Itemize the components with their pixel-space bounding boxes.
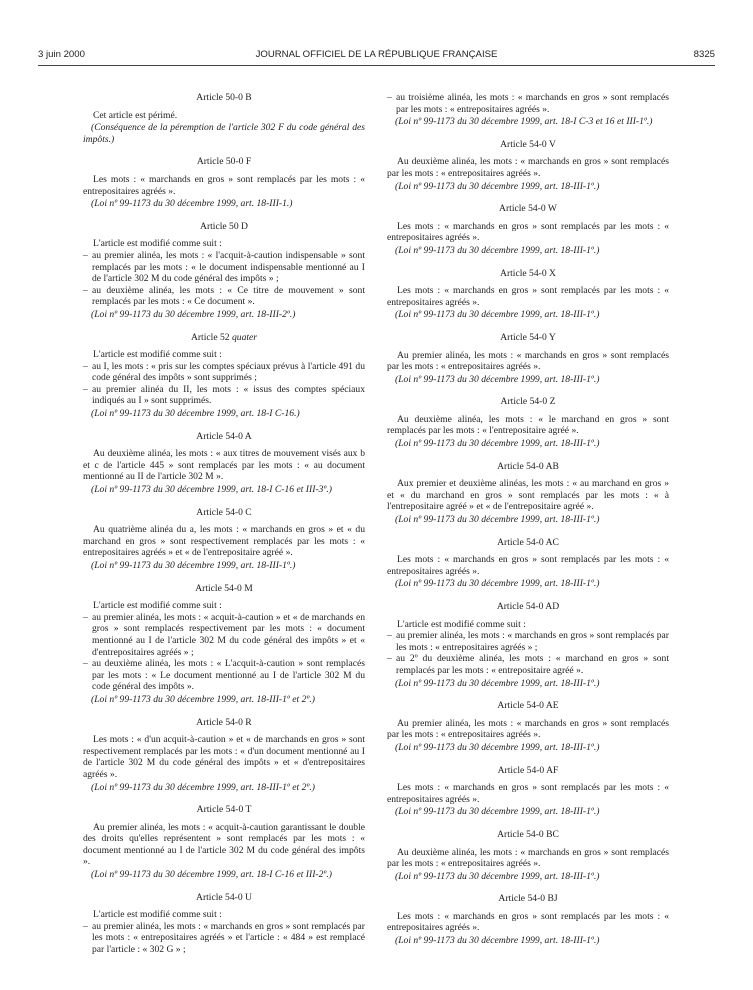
article-title: Article 50-0 B bbox=[196, 92, 252, 103]
amendment-item: – au premier alinéa du II, les mots : « issus des comptes spéciaux indiqués au I » sont supprimés. bbox=[83, 384, 365, 407]
article-heading bbox=[387, 601, 669, 613]
article-paragraph: Les mots : « marchands en gros » sont remplacés par les mots : « entrepositaires agréés ». bbox=[387, 554, 669, 577]
article-title: Article 54-0 AF bbox=[497, 764, 559, 776]
right-column bbox=[387, 92, 669, 958]
page-header bbox=[38, 49, 715, 63]
article-heading bbox=[83, 507, 365, 519]
article-block bbox=[387, 396, 669, 449]
article-title: Article 50-0 F bbox=[196, 156, 252, 168]
article-heading bbox=[83, 332, 365, 344]
article-paragraph: Les mots : « marchands en gros » sont remplacés par les mots : « entrepositaires agréés ». bbox=[387, 220, 669, 244]
article-paragraph: Au quatrième alinéa du a, les mots : « marchands en gros » et « du marchand en gros » sont respectivement remplacés par les mots : « entrepositaires agréés » et « de l'entrepositaire agréé ». bbox=[83, 524, 365, 559]
article-heading bbox=[387, 268, 669, 280]
article-block bbox=[387, 537, 669, 590]
legal-reference: (Loi nº 99-1173 du 30 décembre 1999, art. 18-III-1º.) bbox=[395, 514, 600, 526]
article-heading bbox=[387, 537, 669, 549]
article-heading bbox=[83, 717, 365, 729]
legal-reference: (Loi nº 99-1173 du 30 décembre 1999, art. 18-III-1º.) bbox=[395, 741, 600, 753]
amendment-item: – au deuxième alinéa, les mots : « L'acquit-à-caution » sont remplacés par les mots : « Le document mentionné au I de l'article 302 M du code général des impôts ». bbox=[83, 658, 365, 693]
article-heading bbox=[83, 892, 365, 904]
amendment-item: – au premier alinéa, les mots : « l'acquit-à-caution indispensable » sont remplacés par les mots : « le document indispensable mentionné au I de l'article 302 M du code général des impôts » ; bbox=[83, 250, 365, 285]
amendment-item: – au premier alinéa, les mots : « marchands en gros » sont remplacés par les mots : « entrepositaires agréés » et l'article : « 484 » est remplacé par l'article : « 302 G » ; bbox=[83, 921, 365, 956]
article-paragraph: Aux premier et deuxième alinéas, les mots : « au marchand en gros » et « du marchand en gros » sont remplacés par les mots : « à l'entrepositaire agréé » et « de l'entrepositaire agréé ». bbox=[387, 478, 669, 513]
article-paragraph: Au premier alinéa, les mots : « acquit-à-caution garantissant le double des droits qu'elles représentent » sont remplacés par les mots : « document mentionné au I de l'article 302 M du code général des impôts ». bbox=[83, 821, 365, 868]
article-heading bbox=[387, 139, 669, 151]
article-block bbox=[387, 92, 669, 128]
legal-reference: (Loi nº 99-1173 du 30 décembre 1999, art. 18-I C-16.) bbox=[91, 408, 300, 420]
amendment-list bbox=[83, 921, 365, 956]
article-heading bbox=[83, 221, 365, 233]
legal-reference: (Conséquence de la péremption de l'article 302 F du code général des impôts.) bbox=[83, 122, 365, 145]
header-rule bbox=[38, 65, 715, 66]
article-paragraph: Au deuxième alinéa, les mots : « le marchand en gros » sont remplacés par les mots : « l'entrepositaire agréé ». bbox=[387, 413, 669, 437]
article-heading bbox=[387, 203, 669, 215]
article-paragraph: Les mots : « marchands en gros » sont remplacés par les mots : « entrepositaires agréés ». bbox=[83, 173, 365, 197]
article-paragraph: Cet article est périmé. bbox=[93, 109, 178, 121]
legal-reference: (Loi nº 99-1173 du 30 décembre 1999, art. 18-III-1º.) bbox=[395, 578, 600, 590]
left-column bbox=[83, 92, 365, 967]
article-block bbox=[83, 221, 365, 321]
article-paragraph: Les mots : « marchands en gros » sont remplacés par les mots : « entrepositaires agréés ». bbox=[387, 285, 669, 308]
article-block bbox=[83, 156, 365, 209]
article-title: Article 54-0 T bbox=[196, 804, 252, 816]
legal-reference: (Loi nº 99-1173 du 30 décembre 1999, art. 18-I C-3 et 16 et III-1º.) bbox=[395, 116, 653, 128]
article-title: Article 50 D bbox=[200, 220, 248, 232]
article-title: Article 54-0 Y bbox=[500, 331, 556, 343]
amendment-item: – au deuxième alinéa, les mots : « Ce titre de mouvement » sont remplacés par les mots : « Ce document ». bbox=[83, 285, 365, 308]
amendment-list bbox=[83, 250, 365, 308]
legal-reference: (Loi nº 99-1173 du 30 décembre 1999, art. 18-III-1º.) bbox=[395, 677, 600, 689]
article-block bbox=[83, 332, 365, 420]
legal-reference: (Loi nº 99-1173 du 30 décembre 1999, art. 18-III-1º.) bbox=[395, 309, 600, 321]
article-title: Article 54-0 C bbox=[196, 506, 252, 518]
article-title: Article 54-0 R bbox=[196, 716, 252, 728]
legal-reference: (Loi nº 99-1173 du 30 décembre 1999, art. 18-III-1º et 2º.) bbox=[91, 693, 315, 705]
amendment-item: – au premier alinéa, les mots : « marchands en gros » sont remplacés par les mots : « entrepositaires agréés » ; bbox=[387, 630, 669, 653]
legal-reference: (Loi nº 99-1173 du 30 décembre 1999, art. 18-III-1º.) bbox=[395, 935, 600, 947]
article-block bbox=[83, 507, 365, 572]
article-heading bbox=[387, 396, 669, 408]
article-title: Article 54-0 X bbox=[500, 267, 556, 279]
article-paragraph: L'article est modifié comme suit : bbox=[397, 618, 526, 630]
article-paragraph: L'article est modifié comme suit : bbox=[93, 238, 222, 250]
amendment-item: – au troisième alinéa, les mots : « marchands en gros » sont remplacés par les mots : « entrepositaires agréés ». bbox=[387, 92, 669, 115]
article-heading bbox=[387, 700, 669, 712]
legal-reference: (Loi nº 99-1173 du 30 décembre 1999, art. 18-I C-16 et III-3º.) bbox=[91, 484, 332, 496]
article-paragraph: Les mots : « marchands en gros » sont remplacés par les mots : « entrepositaires agréés ». bbox=[387, 782, 669, 805]
article-block bbox=[387, 601, 669, 689]
article-heading bbox=[83, 431, 365, 443]
article-block bbox=[387, 268, 669, 321]
article-paragraph: Au deuxième alinéa, les mots : « marchands en gros » sont remplacés par les mots : « entrepositaires agréés ». bbox=[387, 846, 669, 870]
article-paragraph: Au premier alinéa, les mots : « marchands en gros » sont remplacés par les mots : « entrepositaires agréés ». bbox=[387, 349, 669, 373]
amendment-list bbox=[83, 612, 365, 693]
legal-reference: (Loi nº 99-1173 du 30 décembre 1999, art. 18-III-1º.) bbox=[395, 373, 600, 385]
header-date: 3 juin 2000 bbox=[38, 49, 85, 60]
article-block bbox=[387, 765, 669, 818]
article-title: Article 54-0 BC bbox=[497, 828, 559, 840]
amendment-item: – au premier alinéa, les mots : « acquit-à-caution » et « de marchands en gros » sont remplacés respectivement par les mots : « document mentionné au I de l'article 302 M du code général des impôts » et « d'entrepositaires agréés » ; bbox=[83, 612, 365, 658]
article-heading bbox=[387, 829, 669, 841]
article-heading bbox=[387, 765, 669, 777]
article-heading bbox=[83, 804, 365, 816]
amendment-list bbox=[387, 92, 669, 115]
article-heading bbox=[83, 92, 365, 104]
article-block bbox=[387, 139, 669, 192]
article-heading bbox=[83, 583, 365, 595]
article-title: Article 54-0 BJ bbox=[498, 893, 558, 905]
amendment-item: – au I, les mots : « pris sur les comptes spéciaux prévus à l'article 491 du code général des impôts » sont supprimés ; bbox=[83, 361, 365, 384]
article-title: Article 54-0 A bbox=[196, 430, 252, 442]
article-title-suffix: quater bbox=[231, 331, 258, 343]
legal-reference: (Loi nº 99-1173 du 30 décembre 1999, art. 18-I C-16 et III-2º.) bbox=[91, 869, 332, 881]
legal-reference: (Loi nº 99-1173 du 30 décembre 1999, art. 18-III-1º.) bbox=[395, 438, 600, 450]
article-title: Article 54-0 V bbox=[500, 138, 556, 150]
article-paragraph: Au deuxième alinéa, les mots : « marchands en gros » sont remplacés par les mots : « entrepositaires agréés ». bbox=[387, 156, 669, 179]
article-block bbox=[83, 431, 365, 496]
article-block bbox=[83, 717, 365, 794]
article-block bbox=[387, 332, 669, 385]
article-title: Article 54-0 AB bbox=[497, 460, 559, 472]
article-title: Article 54-0 Z bbox=[500, 396, 556, 408]
legal-reference: (Loi nº 99-1173 du 30 décembre 1999, art. 18-III-1.) bbox=[91, 198, 293, 210]
article-block bbox=[387, 203, 669, 256]
legal-reference: (Loi nº 99-1173 du 30 décembre 1999, art. 18-III-2º.) bbox=[91, 308, 296, 320]
article-heading bbox=[387, 461, 669, 473]
amendment-item: – au 2º du deuxième alinéa, les mots : « marchand en gros » sont remplacés par les mots : « entrepositaire agréé ». bbox=[387, 653, 669, 676]
amendment-list bbox=[387, 630, 669, 676]
article-paragraph: Les mots : « d'un acquit-à-caution » et « de marchands en gros » sont respectivement remplacés par les mots : « d'un document mentionné au I de l'article 302 M du code général des impôts » et « d'entrepositaires agréés ». bbox=[83, 734, 365, 780]
journal-title: JOURNAL OFFICIEL DE LA RÉPUBLIQUE FRANÇAISE bbox=[255, 49, 498, 60]
article-title: Article 54-0 AC bbox=[497, 536, 559, 548]
legal-reference: (Loi nº 99-1173 du 30 décembre 1999, art. 18-III-1º et 2º.) bbox=[91, 781, 315, 793]
article-block bbox=[83, 892, 365, 956]
article-paragraph: L'article est modifié comme suit : bbox=[93, 909, 222, 921]
article-title: Article 54-0 AE bbox=[497, 700, 559, 712]
article-heading bbox=[83, 156, 365, 168]
article-title: Article 52 bbox=[190, 331, 230, 343]
article-paragraph: L'article est modifié comme suit : bbox=[93, 349, 222, 361]
article-block bbox=[387, 461, 669, 526]
article-paragraph: L'article est modifié comme suit : bbox=[93, 600, 222, 612]
legal-reference: (Loi nº 99-1173 du 30 décembre 1999, art. 18-III-1º.) bbox=[91, 560, 296, 571]
legal-reference: (Loi nº 99-1173 du 30 décembre 1999, art. 18-III-1º.) bbox=[395, 870, 600, 882]
article-block bbox=[387, 700, 669, 753]
article-title: Article 54-0 U bbox=[196, 891, 252, 903]
article-block bbox=[83, 92, 365, 145]
amendment-list bbox=[83, 361, 365, 407]
article-title: Article 54-0 W bbox=[499, 203, 557, 215]
article-block bbox=[387, 893, 669, 946]
article-paragraph: Au premier alinéa, les mots : « marchands en gros » sont remplacés par les mots : « entrepositaires agréés ». bbox=[387, 717, 669, 741]
legal-reference: (Loi nº 99-1173 du 30 décembre 1999, art. 18-III-1º.) bbox=[395, 180, 600, 192]
article-block bbox=[83, 583, 365, 706]
legal-reference: (Loi nº 99-1173 du 30 décembre 1999, art. 18-III-1º.) bbox=[395, 244, 600, 256]
article-block bbox=[387, 829, 669, 882]
page-number: 8325 bbox=[693, 49, 715, 60]
article-heading bbox=[387, 893, 669, 905]
article-title: Article 54-0 AD bbox=[496, 601, 560, 612]
legal-reference: (Loi nº 99-1173 du 30 décembre 1999, art. 18-III-1º.) bbox=[395, 806, 600, 818]
article-heading bbox=[387, 332, 669, 344]
article-paragraph: Au deuxième alinéa, les mots : « aux titres de mouvement visés aux b et c de l'article 445 » sont remplacés par les mots : « au document mentionné au II de l'article 302 M ». bbox=[83, 448, 365, 483]
article-title: Article 54-0 M bbox=[195, 582, 253, 594]
article-paragraph: Les mots : « marchands en gros » sont remplacés par les mots : « entrepositaires agréés ». bbox=[387, 910, 669, 934]
article-block bbox=[83, 804, 365, 881]
